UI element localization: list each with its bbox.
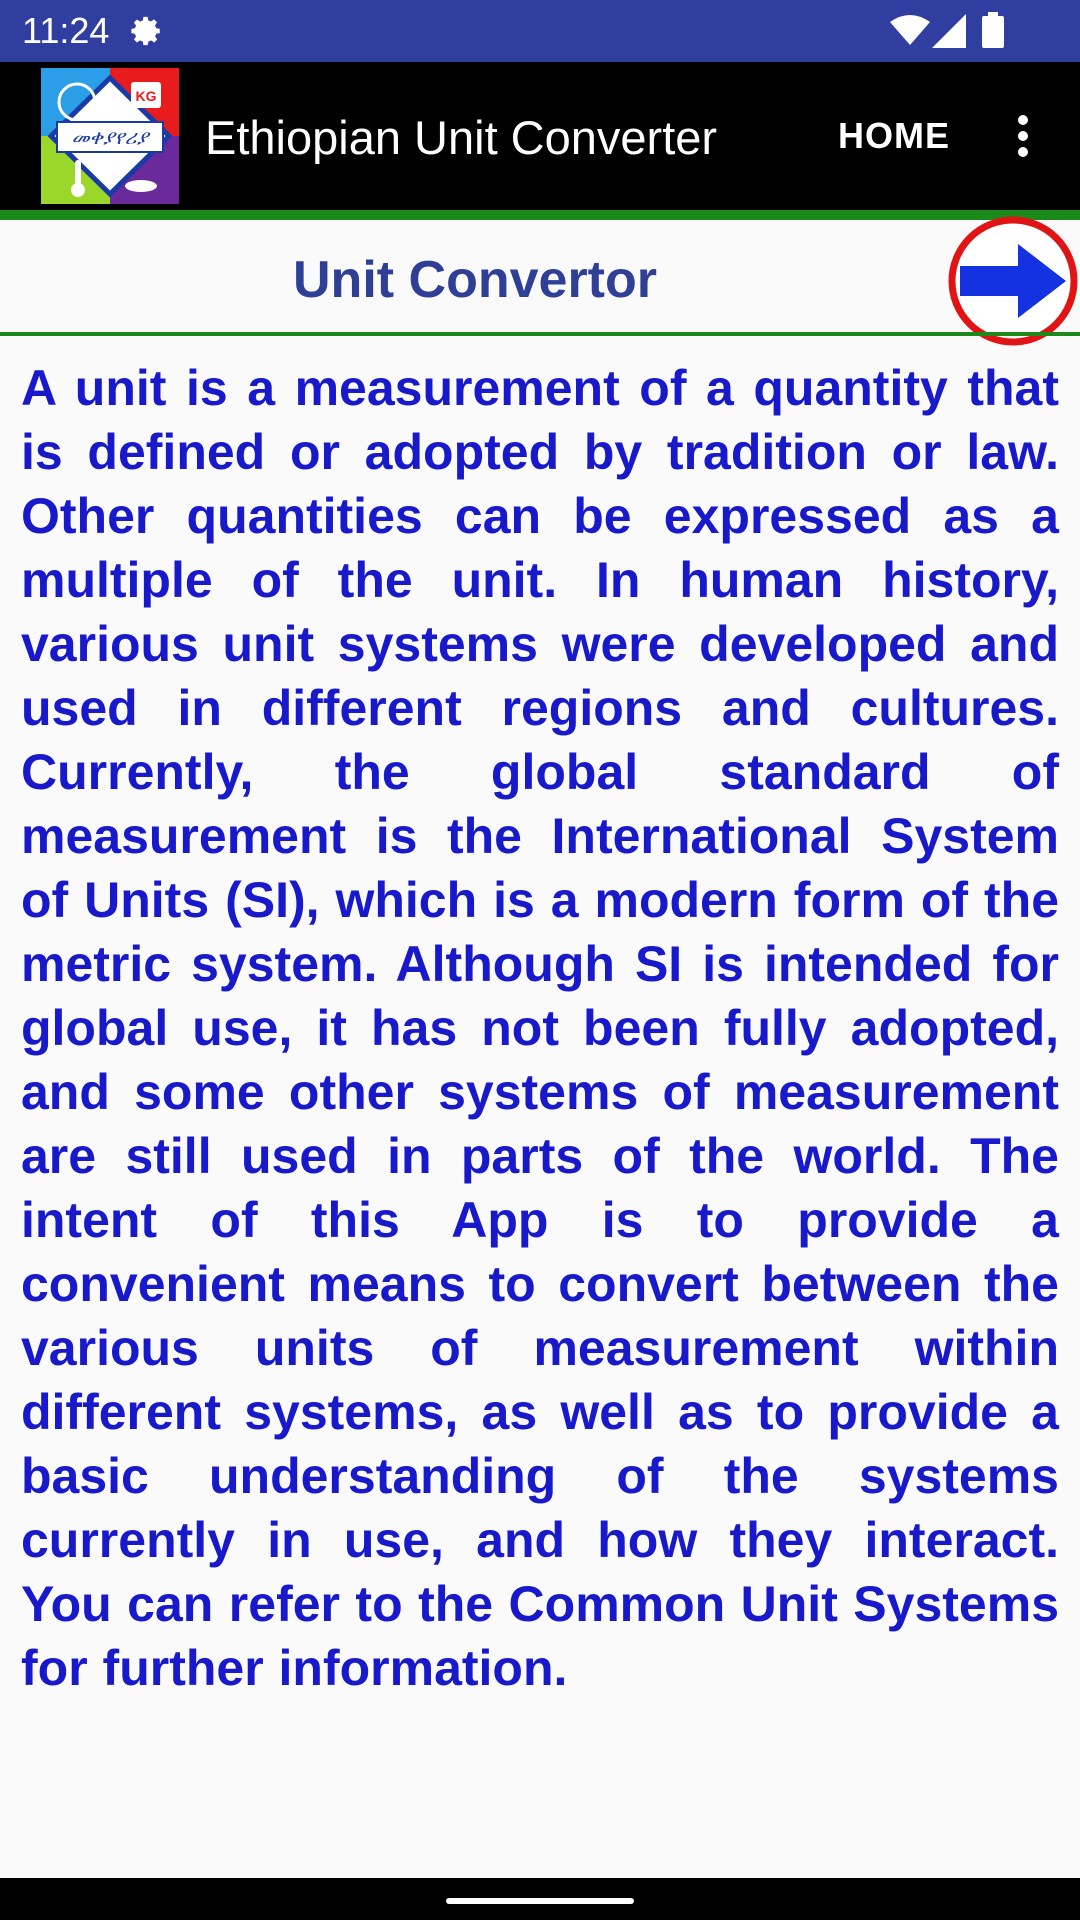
header-divider-bottom (0, 332, 1080, 336)
status-time: 11:24 (22, 10, 110, 51)
home-gesture-handle[interactable] (446, 1898, 634, 1904)
battery-icon (982, 12, 1004, 48)
next-button[interactable] (946, 214, 1080, 348)
app-logo (41, 68, 179, 204)
home-button[interactable]: HOME (838, 115, 950, 156)
description-paragraph: A unit is a measurement of a quantity that is defined or adopted by tradition or law. Other quantities can be expressed as a multiple of the unit. In human history, various unit systems were developed and used in different regions and cultures. Currently, the global standard of measurement is the International System of Units (SI), which is a modern form of the metric system. Although SI is intended for global use, it has not been fully adopted, and some other systems of measurement are still used in parts of the world. The intent of this App is to provide a convenient means to convert between the various units of measurement within different systems, as well as to provide a basic understanding of the systems currently in use, and how they interact. You can refer to the Common Unit Systems for further information. (21, 360, 1059, 1696)
header-divider-top (0, 210, 1080, 220)
more-vertical-icon[interactable] (1005, 112, 1041, 160)
status-bar (0, 0, 1080, 62)
page-title: Unit Convertor (293, 251, 657, 309)
app-title: Ethiopian Unit Converter (205, 111, 718, 164)
wifi-icon (890, 14, 930, 46)
gear-icon (130, 14, 164, 48)
logo-text: መቀያየሪያ (71, 125, 149, 149)
signal-icon (932, 14, 966, 48)
logo-badge-text: KG (135, 88, 157, 104)
